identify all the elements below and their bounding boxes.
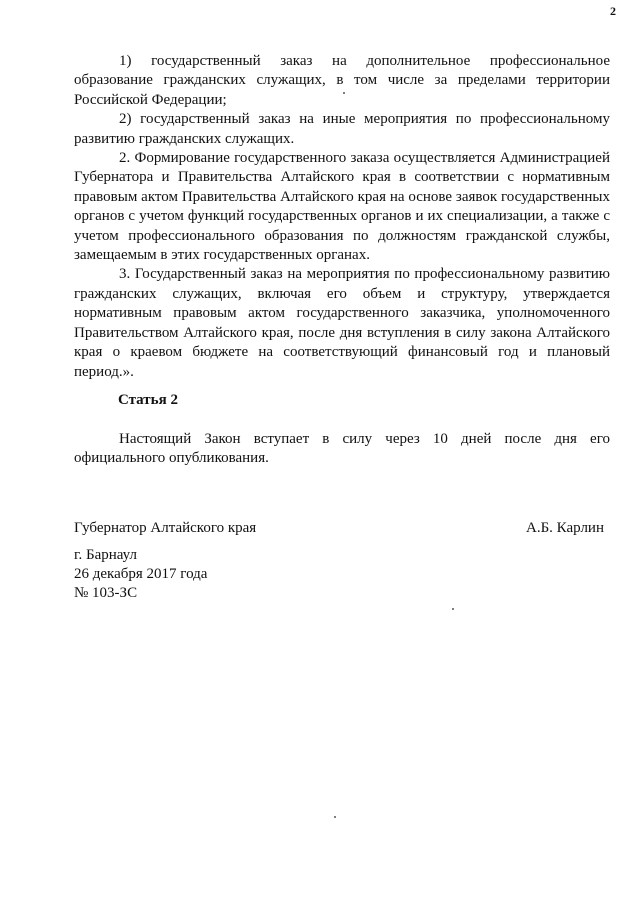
signatory-position: Губернатор Алтайского края xyxy=(74,520,257,536)
signing-date: 26 декабря 2017 года xyxy=(74,566,208,582)
signature-block xyxy=(74,520,604,537)
signatory-name: А.Б. Карлин xyxy=(525,520,604,536)
law-number: № 103-ЗС xyxy=(74,585,138,601)
scan-speck xyxy=(334,816,336,818)
article-heading: Статья 2 xyxy=(118,392,178,408)
paragraph-point-3: 3. Государственный заказ на мероприятия по профессиональному развитию гражданских служащих, включая его объем и структуру, утверждается нормативным правовым актом государственного заказчика, уполномоченного Правительством Алтайского края, после дня вступления в силу закона Алтайского края о краевом бюджете на соответствующий финансовый год и плановый период.». xyxy=(74,266,610,380)
article-text: Настоящий Закон вступает в силу через 10 дней после дня его официального опубликования. xyxy=(74,431,610,467)
paragraph-item-2: 2) государственный заказ на иные мероприятия по профессиональному развитию гражданских служащих. xyxy=(74,111,610,147)
place-date-block xyxy=(74,546,207,603)
paragraph-item-1: 1) государственный заказ на дополнительное профессиональное образование гражданских служащих, в том числе за пределами территории Российской Федерации; xyxy=(74,53,610,108)
scan-speck xyxy=(452,608,454,610)
scan-speck xyxy=(343,92,345,94)
law-body xyxy=(74,52,610,382)
place-of-signing: г. Барнаул xyxy=(74,547,137,563)
paragraph-point-2: 2. Формирование государственного заказа осуществляется Администрацией Губернатора и Правительства Алтайского края в соответствии с нормативным правовым актом Правительства Алтайского края на основе заявок государственных органов с учетом функций государственных органов и их специализации, а также с учетом профессионального образования по должностям гражданской службы, замещаемым в этих государственных органах. xyxy=(74,150,610,264)
page-number: 2 xyxy=(610,4,616,18)
